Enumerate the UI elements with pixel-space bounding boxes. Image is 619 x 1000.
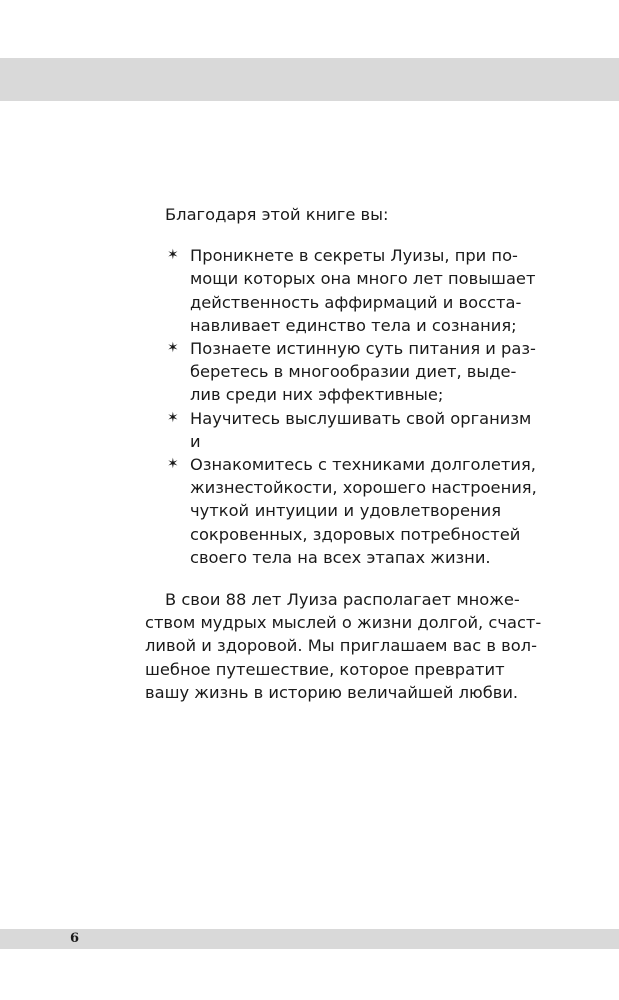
list-item-line: лив среди них эффективные;	[190, 385, 444, 405]
list-item-line: Познаете истинную суть питания и раз-	[190, 339, 536, 359]
paragraph-line: ством мудрых мыслей о жизни долгой, счаст-	[145, 613, 542, 633]
benefits-list	[145, 244, 537, 569]
asterisk-icon: ✶	[167, 409, 179, 426]
page-body	[145, 203, 542, 704]
footer-band	[0, 929, 619, 949]
list-item	[145, 453, 537, 569]
intro-text: Благодаря этой книге вы:	[165, 205, 389, 224]
list-item-line: чуткой интуиции и удовлетворения	[190, 501, 501, 521]
list-item-line: и	[190, 431, 201, 451]
list-item-line: действенность аффирмаций и восста-	[190, 292, 522, 312]
paragraph-line: В свои 88 лет Луиза располагает множе-	[165, 590, 520, 610]
asterisk-icon: ✶	[167, 340, 179, 357]
list-item	[145, 244, 536, 337]
list-item-line: навливает единство тела и сознания;	[190, 315, 517, 335]
closing-paragraph	[145, 588, 542, 704]
list-item-line: мощи которых она много лет повышает	[190, 269, 536, 289]
list-item-line: сокровенных, здоровых потребностей	[190, 524, 521, 544]
list-item-line: Научитесь выслушивать свой организм	[190, 408, 532, 428]
list-item-line: Проникнете в секреты Луизы, при по-	[190, 246, 518, 266]
paragraph-line: ливой и здоровой. Мы приглашаем вас в вол-	[145, 636, 537, 656]
list-item-line: своего тела на всех этапах жизни.	[190, 547, 491, 567]
list-item	[145, 407, 532, 453]
header-band	[0, 58, 619, 101]
asterisk-icon: ✶	[167, 456, 179, 473]
page-number: 6	[70, 931, 80, 946]
list-item-line: беретесь в многообразии диет, выде-	[190, 362, 517, 382]
list-item-line: Ознакомитесь с техниками долголетия,	[190, 455, 536, 475]
paragraph-line: шебное путешествие, которое превратит	[145, 659, 505, 679]
list-item-line: жизнестойкости, хорошего настроения,	[190, 478, 537, 498]
asterisk-icon: ✶	[167, 247, 179, 264]
list-item	[145, 337, 536, 407]
paragraph-line: вашу жизнь в историю величайшей любви.	[145, 682, 519, 702]
